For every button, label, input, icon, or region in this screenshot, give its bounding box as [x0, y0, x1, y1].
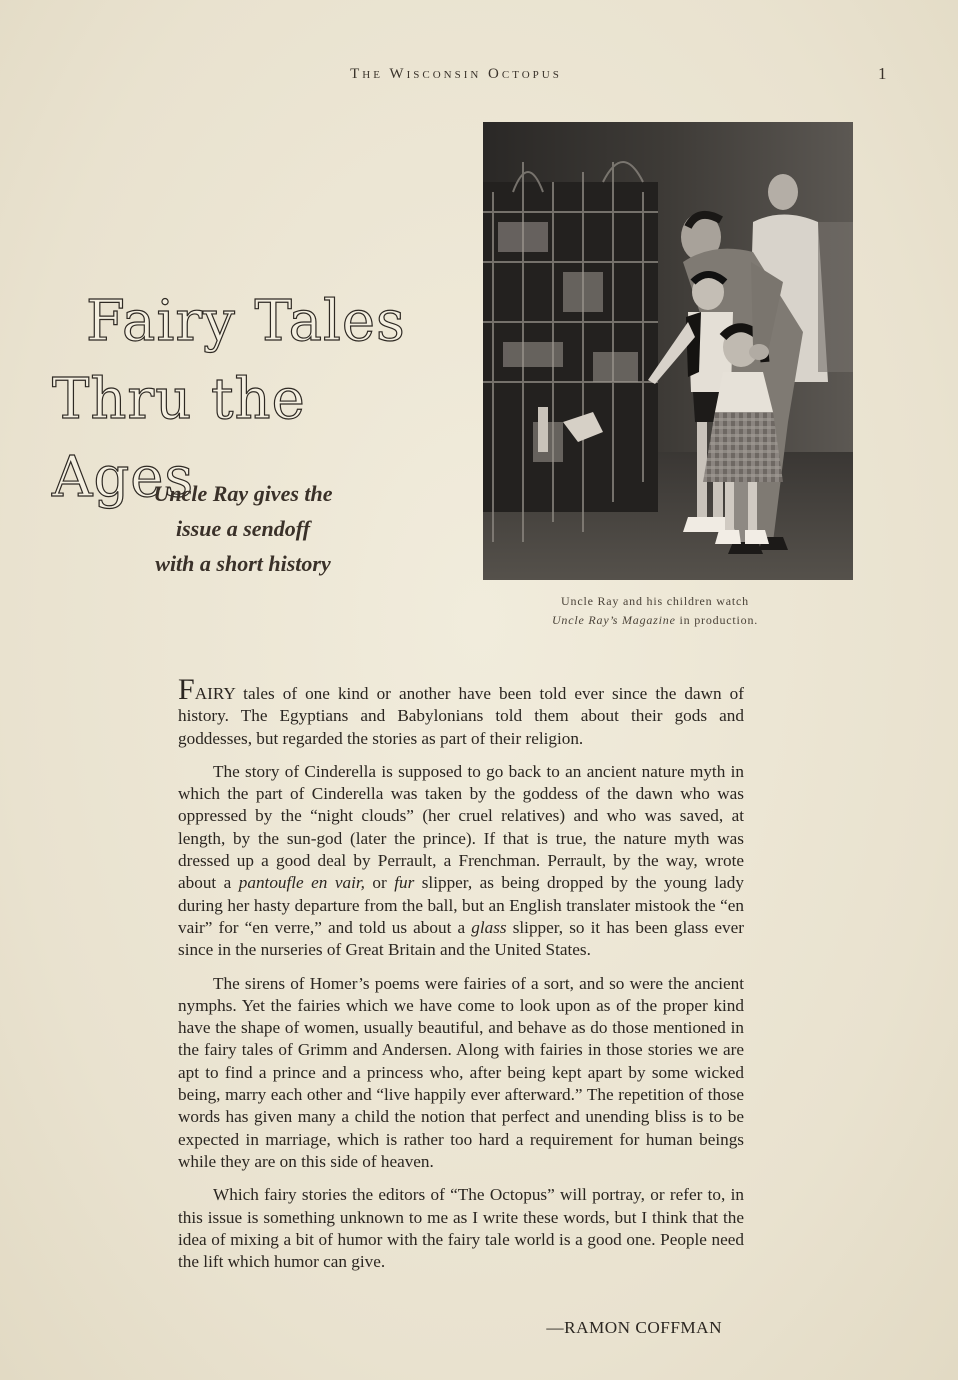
paragraph-1: [178, 673, 744, 750]
photo-caption: [520, 592, 790, 630]
p2-text-b: or: [364, 873, 395, 893]
p2-text-c: slipper, as being dropped by the young lady during her hasty departure from the ball, but an English translater mistook the “en vair” for “en verre,” and told us about a: [178, 873, 744, 937]
deck-line: Uncle Ray gives the: [153, 481, 333, 506]
deck-line: issue a sendoff: [175, 516, 311, 541]
p2-text-d: slipper, so it has been glass ever since in the nurseries of Great Britain and the United States.: [178, 917, 744, 960]
paragraph-1-text: AIRY tales of one kind or another have been told ever since the dawn of history. The Egyptians and Babylonians told them about their gods and goddesses, but regarded the stories as part of their religion.: [178, 684, 744, 748]
p2-text-a: The story of Cinderella is supposed to go back to an ancient nature myth in which the part of Cinderella was taken by the goddess of the dawn who was oppressed by the “night clouds” (her cruel relatives) and who was saved, at length, by the sun-god (later the prince). If that is true, the nature myth was dressed up a good deal by Perrault, a Frenchman. Perrault, by the way, wrote about a: [178, 761, 744, 893]
p2-italic-pantoufle: pantoufle en vair,: [238, 873, 365, 893]
caption-rest: in production.: [675, 613, 759, 627]
paragraph-4: Which fairy stories the editors of “The Octopus” will portray, or refer to, in this issue is something unknown to me as I write these words, but I think that the idea of mixing a bit of humor with the fairy tale world is a good one. People need the lift which humor can give.: [178, 1185, 744, 1272]
caption-line-1: Uncle Ray and his children watch: [561, 594, 749, 608]
paragraph-3: The sirens of Homer’s poems were fairies of a sort, and so were the ancient nymphs. Yet the fairies which we have come to look upon as of the proper kind have the shape of women, usually beautiful, and behave as do those mentioned in the fairy tales of Grimm and Andersen. Along with fairies in those stories we are apt to find a prince and a princess who, after being kept apart by some wicked being, marry each other and “live happily ever afterward.” The repetition of those words has given many a child the notion that perfect and unending bliss is to be expected in marriage, which is rather too hard a requirement for human beings while they are on this side of heaven.: [178, 973, 744, 1171]
page-number: 1: [878, 64, 887, 83]
caption-magazine-title: Uncle Ray’s Magazine: [551, 613, 676, 627]
deck-line: with a short history: [155, 551, 331, 576]
author-signature: —RAMON COFFMAN: [546, 1318, 722, 1337]
p2-italic-glass: glass: [471, 917, 507, 937]
caption-line-2: [520, 611, 790, 630]
paragraph-2: [178, 761, 744, 962]
photo-machinery-and-family: [483, 122, 853, 580]
article-deck: [108, 476, 378, 581]
running-head: The Wisconsin Octopus: [350, 66, 562, 82]
p2-italic-fur: fur: [394, 873, 415, 893]
title-line-1: Fairy Tales: [86, 289, 406, 354]
article-body: [178, 673, 744, 1284]
article-photo: [483, 122, 853, 580]
drop-cap: F: [178, 673, 195, 706]
title-line-2: Thru the Ages: [52, 367, 306, 510]
